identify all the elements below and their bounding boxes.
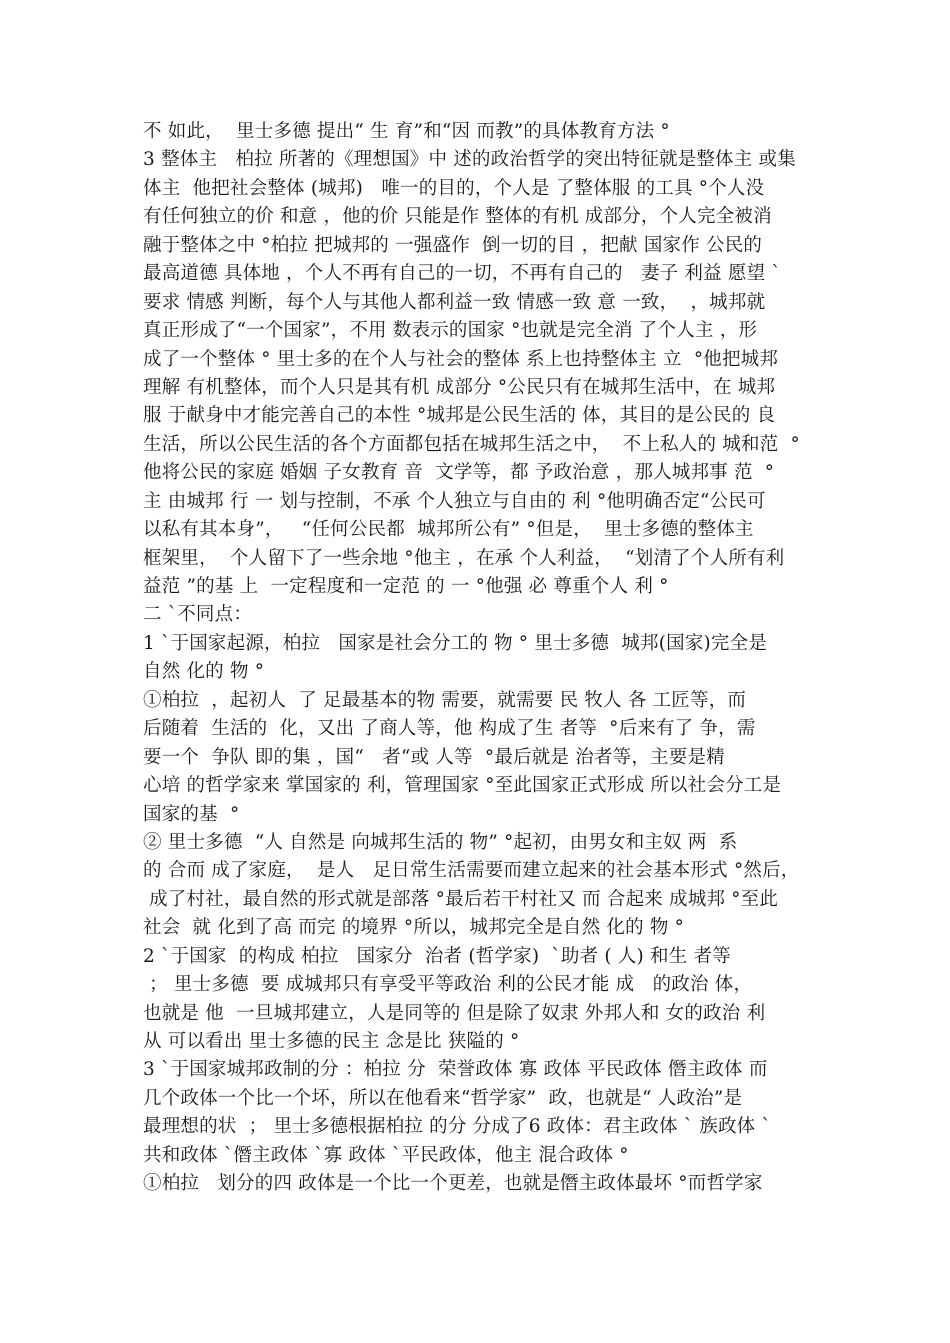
text-line: 自然 化的 物 ° <box>143 661 265 683</box>
text-line: 真正形成了“一个国家”，不用 数表示的国家 °也就是完全消 了个人主 ，形 <box>143 320 758 342</box>
document-body <box>143 118 823 1199</box>
text-line: 他将公民的家庭 婚姻 子女教育 音 文学等，都 予政治意 ，那人城邦事 范 ° <box>143 462 775 484</box>
text-line: 共和政体 `僭主政体 `寡 政体 `平民政体，他主 混合政体 ° <box>143 1144 629 1166</box>
text-line: 成了村社，最自然的形式就是部落 °最后若干村社又 而 合起来 成城邦 °至此 <box>143 888 779 910</box>
text-line: 益范 ”的基 上 一定程度和一定范 的 一 °他强 必 尊重个人 利 ° <box>143 576 669 597</box>
text-line: 主 由城邦 行 一 划与控制，不承 个人独立与自由的 利 °他明确否定“公民可 <box>143 490 766 512</box>
text-line: 国家的基 ° <box>143 803 240 825</box>
text-line: 最理想的状 ； 里士多德根据柏拉 的分 分成了6 政体：君主政体 ` 族政体 ` <box>143 1116 771 1138</box>
text-line: 从 可以看出 里士多德的民主 念是比 狭隘的 ° <box>143 1031 520 1052</box>
text-line: 最高道德 具体地 ，个人不再有自己的一切，不再有自己的 妻子 利益 愿望 ` <box>143 263 781 285</box>
text-line: 以私有其本身”， “任何公民都 城邦所公有” °但是， 里士多德的整体主 <box>143 519 754 541</box>
text-line: 框架里， 个人留下了一些余地 °他主 ，在承 个人利益， “划清了个人所有利 <box>143 547 785 569</box>
text-line: 的 合而 成了家庭， 是人 足日常生活需要而建立起来的社会基本形式 °然后， <box>143 860 800 882</box>
section-heading: 二 `不同点： <box>143 604 253 626</box>
text-line: ② 里士多德 “人 自然是 向城邦生活的 物” °起初，由男女和主奴 两 系 <box>143 831 738 853</box>
text-line: 融于整体之中 °柏拉 把城邦的 一强盛作 倒一切的目 ，把献 国家作 公民的 <box>143 234 763 256</box>
text-line: 社会 就 化到了高 而完 的境界 °所以，城邦完全是自然 化的 物 ° <box>143 917 685 939</box>
text-line: 生活，所以公民生活的各个方面都包括在城邦生活之中， 不上私人的 城和范 ° <box>143 433 800 455</box>
text-line: 服 于献身中才能完善自己的本性 °城邦是公民生活的 体，其目的是公民的 良 <box>143 405 776 427</box>
text-line: 要求 情感 判断，每个人与其他人都利益一致 情感一致 意 一致， ，城邦就 <box>143 291 766 313</box>
text-line: 后随着 生活的 化，又出 了商人等，他 构成了生 者等 °后来有了 争，需 <box>143 718 756 740</box>
text-line: 体主 他把社会整体 (城邦) 唯一的目的，个人是 了整体服 的工具 °个人没 <box>143 177 765 199</box>
text-line: 有任何独立的价 和意 ，他的价 只能是作 整体的有机 成部分，个人完全被消 <box>143 206 772 228</box>
text-line: 成了一个整体 ° 里士多的在个人与社会的整体 系上也持整体主 立 °他把城邦 <box>143 348 779 370</box>
text-line: 几个政体一个比一个坏，所以在他看来“哲学家” 政，也就是“ 人政治”是 <box>143 1087 743 1109</box>
text-line: 2 `于国家 的构成 柏拉 国家分 治者 (哲学家) `助者 ( 人) 和生 者等 <box>143 945 731 967</box>
text-line: ①柏拉 ，起初人 了 足最基本的物 需要，就需要 民 牧人 各 工匠等，而 <box>143 689 747 711</box>
text-line: ； 里士多德 要 成城邦只有享受平等政治 利的公民才能 成 的政治 体， <box>143 974 753 996</box>
text-line: 要一个 争队 即的集 ，国“ 者“或 人等 °最后就是 治者等，主要是精 <box>143 746 725 768</box>
text-line: 1 `于国家起源，柏拉 国家是社会分工的 物 ° 里士多德 城邦(国家)完全是 <box>143 632 768 654</box>
text-line: 理解 有机整体，而个人只是其有机 成部分 °公民只有在城邦生活中，在 城邦 <box>143 376 776 398</box>
text-line: 不 如此， 里士多德 提出“ 生 育”和“因 而教”的具体教育方法 ° <box>143 121 670 142</box>
text-line: ①柏拉 划分的四 政体是一个比一个更差，也就是僭主政体最坏 °而哲学家 <box>143 1173 763 1195</box>
text-line: 也就是 他 一旦城邦建立，人是同等的 但是除了奴隶 外邦人和 女的政治 利 <box>143 1002 766 1024</box>
text-line: 3 `于国家城邦政制的分 ：柏拉 分 荣誉政体 寡 政体 平民政体 僭主政体 而 <box>143 1059 768 1081</box>
text-line: 3 整体主 柏拉 所著的《理想国》中 述的政治哲学的突出特征就是整体主 或集 <box>143 149 796 171</box>
text-line: 心培 的哲学家来 掌国家的 利，管理国家 °至此国家正式形成 所以社会分工是 <box>143 775 782 797</box>
